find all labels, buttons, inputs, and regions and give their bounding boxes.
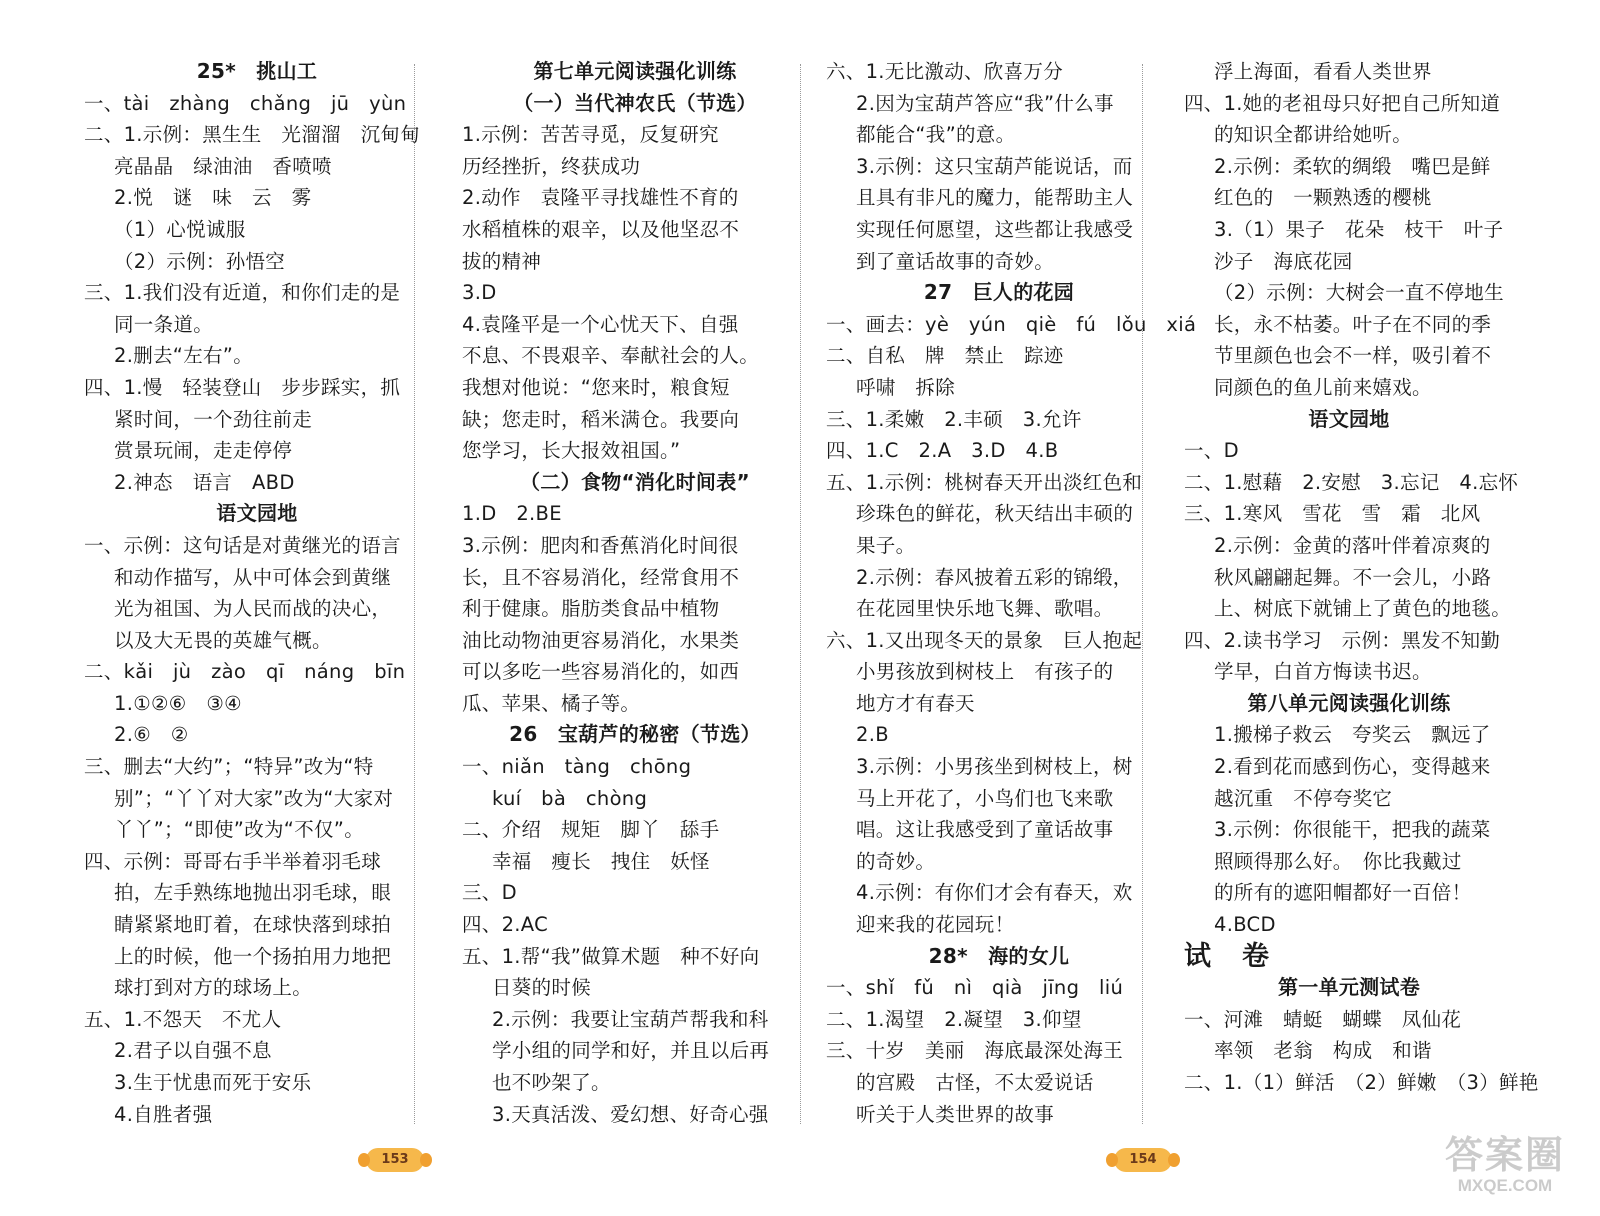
answer-line: 长，且不容易消化，经常食用不 (462, 565, 740, 589)
answer-line: 珍珠色的鲜花，秋天结出丰硕的 (856, 502, 1134, 526)
answer-line: 唱。这让我感受到了童话故事 (856, 818, 1114, 842)
answer-line: 二、1.慰藉 2.安慰 3.忘记 4.忘怀 (1184, 470, 1519, 494)
answer-line: 4.示例：有你们才会有春天，欢 (856, 881, 1133, 905)
answer-line: 拔的精神 (462, 249, 542, 273)
answer-line: 赏景玩闹，走走停停 (114, 439, 293, 463)
answer-line: 二、kǎi jù zào qī náng bīn (84, 660, 406, 684)
section-heading: 27 巨人的花园 (923, 280, 1075, 305)
answer-line: 幸福 瘦长 拽住 妖怪 (492, 849, 710, 873)
answer-line: 越沉重 不停夸奖它 (1214, 786, 1393, 810)
section-heading: 第一单元测试卷 (1277, 975, 1421, 1000)
answer-line: 一、示例：这句话是对黄继光的语言 (84, 533, 401, 557)
answer-line: 别”；“丫丫对大家”改为“大家对 (114, 786, 394, 810)
answer-line: 到了童话故事的奇妙。 (856, 249, 1055, 273)
answer-line: 学早，白首方悔读书迟。 (1214, 660, 1432, 684)
answer-line: 四、1.她的老祖母只好把自己所知道 (1184, 91, 1501, 115)
answer-line: 2.示例：金黄的落叶伴着凉爽的 (1214, 533, 1491, 557)
answer-line: 秋风翩翩起舞。不一会儿，小路 (1214, 565, 1492, 589)
watermark-text: 答案圈 (1444, 1133, 1565, 1177)
answer-line: 3.天真活泼、爱幻想、好奇心强 (492, 1102, 769, 1126)
answer-line: 的宫殿 古怪，不太爱说话 (856, 1071, 1094, 1094)
answer-line: 2.删去“左右”。 (114, 344, 254, 368)
answer-line: 您学习，长大报效祖国。” (462, 439, 681, 463)
answer-line: 也不吵架了。 (492, 1071, 611, 1094)
answer-line: 2.示例：春风披着五彩的锦缎， (856, 565, 1133, 589)
answer-line: 长，永不枯萎。叶子在不同的季 (1214, 312, 1492, 336)
answer-line: 3.示例：小男孩坐到树枝上，树 (856, 755, 1133, 779)
answer-line: 亮晶晶 绿油油 香喷喷 (114, 154, 332, 178)
answer-line: kuí bà chòng (492, 786, 648, 810)
answer-line: 2.动作 袁隆平寻找雄性不育的 (462, 186, 739, 210)
answer-line: 3.（1）果子 花朵 枝干 叶子 (1214, 217, 1504, 241)
section-heading: 语文园地 (1308, 406, 1390, 431)
answer-line: 的所有的遮阳帽都好一百倍！ (1214, 881, 1472, 905)
answer-line: 四、示例：哥哥右手半举着羽毛球 (84, 849, 382, 873)
page-gutter (800, 64, 801, 1124)
answer-line: 2.因为宝葫芦答应“我”什么事 (856, 91, 1114, 115)
answer-line: 4.袁隆平是一个心忧天下、自强 (462, 312, 739, 336)
answer-line: 三、D (462, 881, 517, 905)
answer-line: 三、删去“大约”；“特异”改为“特 (84, 755, 374, 779)
answer-line: 水稻植株的艰辛，以及他坚忍不 (462, 217, 740, 241)
answer-line: 五、1.帮“我”做算术题 种不好向 (462, 944, 760, 968)
answer-line: （1）心悦诚服 (114, 217, 246, 241)
answer-line: 四、2.AC (462, 913, 549, 937)
answer-line: 丫丫”；“即使”改为“不仅”。 (114, 818, 365, 842)
section-heading: 第七单元阅读强化训练 (533, 59, 737, 83)
answer-line: 我想对他说：“您来时，粮食短 (462, 375, 730, 399)
answer-line: 同颜色的鱼儿前来嬉戏。 (1214, 375, 1432, 399)
answer-line: 1.①②⑥ ③④ (114, 691, 242, 715)
answer-line: 3.示例：肥肉和香蕉消化时间很 (462, 533, 739, 557)
answer-line: 利于健康。脂肪类食品中植物 (462, 597, 720, 621)
answer-line: 油比动物油更容易消化，水果类 (462, 628, 740, 652)
answer-line: 照顾得那么好。 你比我戴过 (1214, 849, 1462, 873)
answer-line: 五、1.示例：桃树春天开出淡红色和 (826, 470, 1143, 494)
answer-line: 马上开花了，小鸟们也飞来歌 (856, 786, 1114, 810)
answer-line: 日葵的时候 (492, 976, 592, 1000)
answer-line: 地方才有春天 (856, 691, 975, 715)
answer-line: 浮上海面，看看人类世界 (1214, 60, 1432, 83)
answer-line: 一、niǎn tàng chōng (462, 755, 692, 779)
answer-line: 以及大无畏的英雄气概。 (114, 628, 332, 652)
answer-line: 缺；您走时，稻米满仓。我要向 (462, 407, 740, 431)
answer-line: （2）示例：孙悟空 (114, 249, 286, 273)
section-heading: 28* 海的女儿 (928, 943, 1070, 968)
answer-line: 红色的 一颗熟透的樱桃 (1214, 186, 1432, 210)
answer-line: （2）示例：大树会一直不停地生 (1214, 281, 1504, 305)
answer-line: 果子。 (856, 533, 916, 557)
answer-line: 二、自私 牌 禁止 踪迹 (826, 344, 1064, 368)
answer-column-2 (462, 56, 808, 1130)
answer-line: 二、1.示例：黑生生 光溜溜 沉甸甸 (84, 123, 421, 147)
section-heading: 25* 挑山工 (196, 59, 318, 83)
answer-line: 且具有非凡的魔力，能帮助主人 (856, 186, 1134, 210)
answer-line: 一、shǐ fǔ nì qià jīng liú (826, 976, 1124, 1000)
answer-line: 五、1.不怨天 不尤人 (84, 1007, 282, 1031)
answer-line: 2.君子以自强不息 (114, 1039, 272, 1063)
section-heading: （二）食物“消化时间表” (520, 469, 750, 494)
answer-line: 拍，左手熟练地抛出羽毛球，眼 (114, 881, 392, 905)
answer-line: 呼啸 拆除 (856, 375, 956, 399)
part-title: 试 卷 (1184, 940, 1271, 972)
section-heading: 26 宝葫芦的秘密（节选） (509, 722, 761, 747)
answer-line: 4.自胜者强 (114, 1102, 213, 1126)
answer-line: 1.D 2.BE (462, 502, 562, 526)
answer-line: 一、D (1184, 439, 1239, 463)
answer-line: 2.神态 语言 ABD (114, 470, 295, 494)
answer-line: 节里颜色也会不一样，吸引着不 (1214, 344, 1492, 368)
answer-line: 睛紧紧地盯着，在球快落到球拍 (114, 913, 392, 937)
answer-line: 四、1.C 2.A 3.D 4.B (826, 439, 1059, 463)
answer-line: 六、1.又出现冬天的景象 巨人抱起 (826, 628, 1143, 652)
answer-line: 三、1.我们没有近道，和你们走的是 (84, 281, 401, 305)
answer-line: 二、1.渴望 2.凝望 3.仰望 (826, 1007, 1082, 1031)
answer-line: 同一条道。 (114, 312, 214, 336)
answer-line: 和动作描写，从中可体会到黄继 (114, 565, 392, 589)
answer-line: 3.示例：你很能干，把我的蔬菜 (1214, 818, 1491, 842)
answer-line: 二、1.（1）鲜活 （2）鲜嫩 （3）鲜艳 (1184, 1071, 1539, 1094)
answer-line: 可以多吃一些容易消化的，如西 (462, 660, 740, 684)
section-heading: 第八单元阅读强化训练 (1247, 690, 1451, 715)
column-divider (414, 64, 415, 1124)
answer-line: 1.示例：苦苦寻觅，反复研究 (462, 123, 719, 147)
answer-line: 紧时间，一个劲往前走 (114, 407, 313, 431)
answer-line: 二、介绍 规矩 脚丫 舔手 (462, 818, 720, 842)
answer-line: 小男孩放到树枝上 有孩子的 (856, 660, 1114, 684)
page-number-left: 153 (366, 1148, 424, 1172)
answer-line: 2.示例：柔软的绸缎 嘴巴是鲜 (1214, 154, 1491, 178)
watermark-url: MXQE.COM (1457, 1176, 1553, 1195)
answer-line: 2.看到花而感到伤心，变得越来 (1214, 755, 1491, 779)
answer-line: 三、十岁 美丽 海底最深处海王 (826, 1039, 1124, 1063)
answer-line: 率领 老翁 构成 和谐 (1214, 1039, 1432, 1063)
answer-line: 上的时候，他一个扬拍用力地把 (114, 944, 392, 968)
answer-line: 2.悦 谜 味 云 雾 (114, 186, 312, 210)
answer-line: 2.示例：我要让宝葫芦帮我和科 (492, 1007, 769, 1031)
answer-line: 的知识全都讲给她听。 (1214, 123, 1413, 147)
answer-line: 上、树底下就铺上了黄色的地毯。 (1214, 597, 1512, 621)
answer-line: 2.⑥ ② (114, 723, 189, 747)
answer-line: 实现任何愿望，这些都让我感受 (856, 217, 1134, 241)
column-divider (1142, 64, 1143, 1124)
answer-line: 历经挫折，终获成功 (462, 154, 641, 178)
answer-line: 的奇妙。 (856, 849, 936, 873)
section-heading: 语文园地 (216, 501, 298, 526)
answer-line: 学小组的同学和好，并且以后再 (492, 1039, 770, 1063)
answer-line: 3.示例：这只宝葫芦能说话，而 (856, 154, 1133, 178)
answer-line: 不息、不畏艰辛、奉献社会的人。 (462, 344, 760, 368)
answer-line: 听关于人类世界的故事 (856, 1102, 1055, 1126)
answer-line: 4.BCD (1214, 913, 1276, 937)
page-number-right: 154 (1114, 1148, 1172, 1172)
answer-line: 瓜、苹果、橘子等。 (462, 691, 641, 715)
answer-line: 2.B (856, 723, 889, 747)
answer-line: 迎来我的花园玩！ (856, 913, 1015, 937)
answer-line: 在花园里快乐地飞舞、歌唱。 (856, 597, 1114, 621)
answer-line: 六、1.无比激动、欣喜万分 (826, 60, 1064, 83)
answer-line: 一、河滩 蜻蜓 蝴蝶 凤仙花 (1184, 1007, 1462, 1031)
answer-line: 光为祖国、为人民而战的决心， (114, 597, 392, 621)
answer-line: 一、tài zhàng chǎng jū yùn (84, 91, 407, 115)
answer-column-4 (1184, 56, 1539, 1099)
answer-line: 三、1.寒风 雪花 雪 霜 北风 (1184, 502, 1481, 526)
answer-line: 一、画去：yè yún qiè fú lǒu xiá (826, 312, 1197, 336)
answer-column-1 (84, 56, 430, 1130)
answer-line: 3.生于忧患而死于安乐 (114, 1071, 312, 1094)
watermark-logo (1420, 1134, 1590, 1204)
answer-line: 三、1.柔嫩 2.丰硕 3.允许 (826, 407, 1082, 431)
answer-line: 沙子 海底花园 (1214, 249, 1353, 273)
answer-line: 都能合“我”的意。 (856, 123, 1016, 147)
answer-line: 3.D (462, 281, 497, 305)
answer-line: 1.搬梯子救云 夸奖云 飘远了 (1214, 723, 1491, 747)
section-heading: （一）当代神农氏（节选） (513, 90, 757, 115)
answer-line: 球打到对方的球场上。 (114, 976, 313, 1000)
answer-line: 四、1.慢 轻装登山 步步踩实，抓 (84, 375, 401, 399)
answer-line: 四、2.读书学习 示例：黑发不知勤 (1184, 628, 1501, 652)
answer-column-3 (826, 56, 1197, 1130)
